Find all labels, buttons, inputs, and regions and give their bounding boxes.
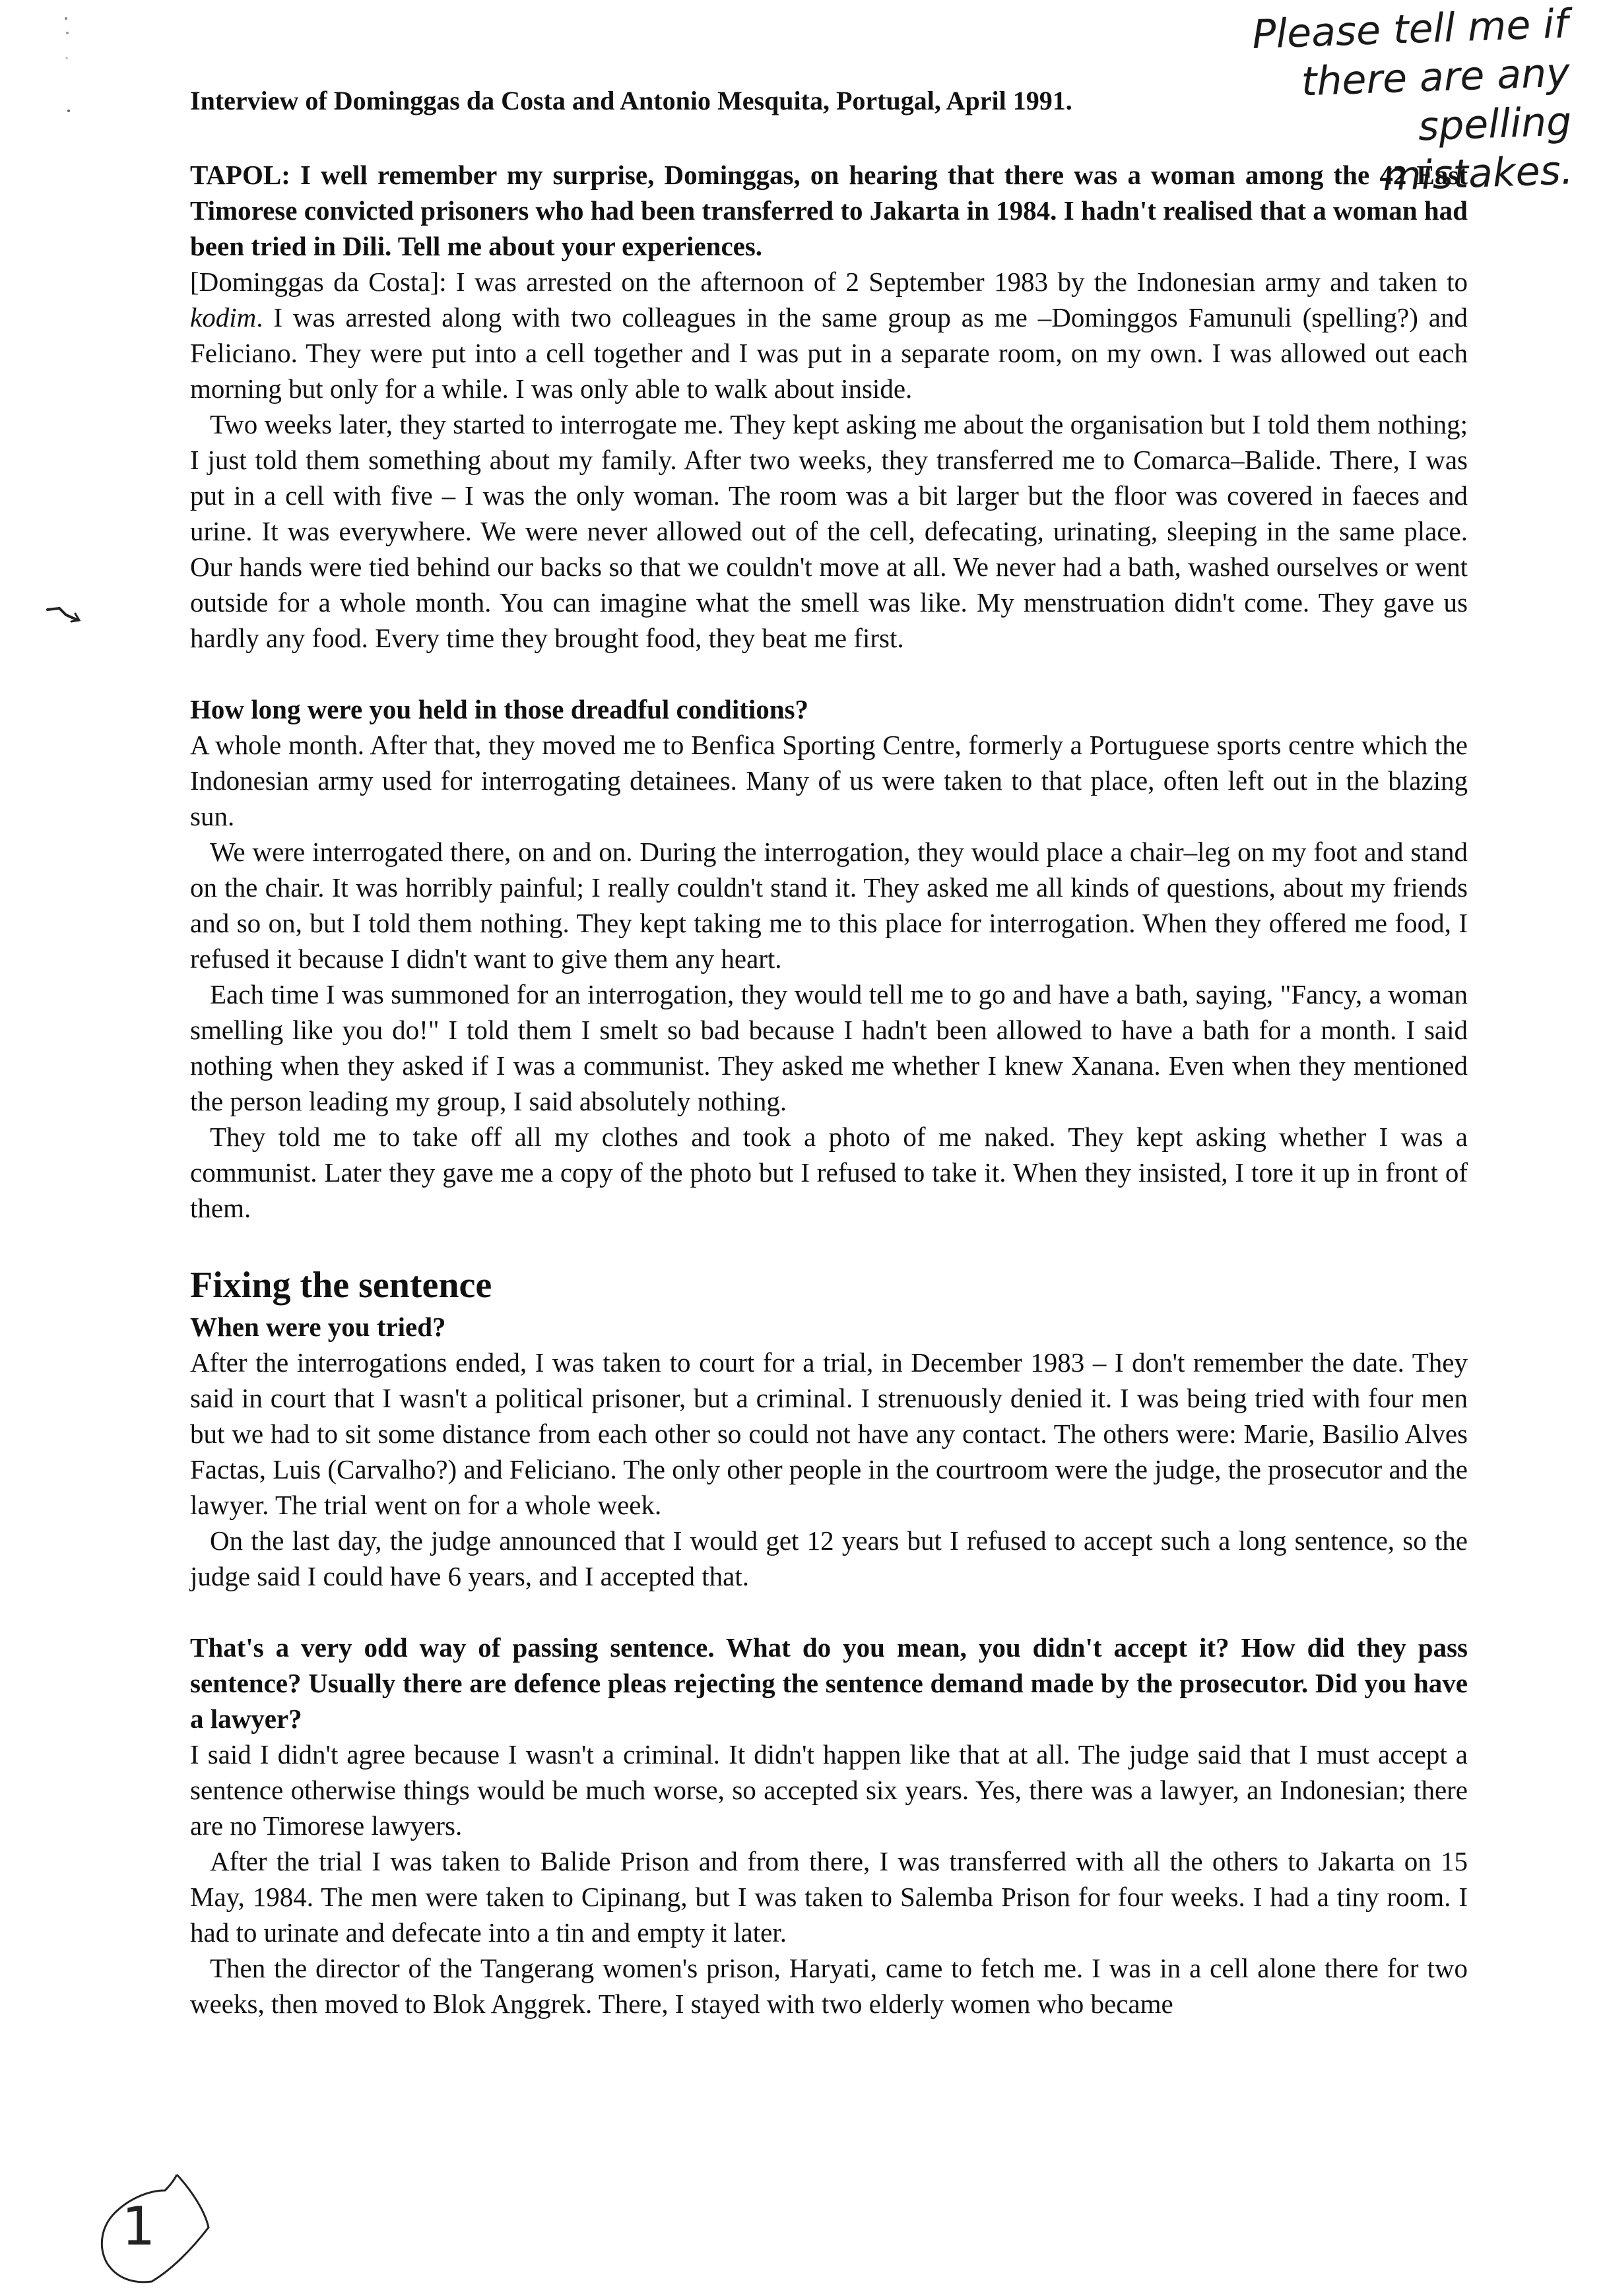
answer-transfer: After the trial I was taken to Balide Prison and from there, I was transferred with all the others to Jakarta on 15 May, 1984. The men were taken to Cipinang, but I was taken to Salemba Prison for four weeks. I had a tiny room. I had to urinate and defecate into a tin and empty it later. — [190, 1846, 1468, 1948]
answer-arrest-part1: [Dominggas da Costa]: I was arrested on the afternoon of 2 September 1983 by the Indonesian army and taken to — [190, 267, 1468, 297]
question-conditions: How long were you held in those dreadful conditions? — [190, 694, 809, 724]
answer-arrest — [190, 264, 1468, 406]
interview-title: Interview of Dominggas da Costa and Antonio Mesquita, Portugal, April 1991. — [190, 86, 1072, 115]
answer-chair: We were interrogated there, on and on. During the interrogation, they would place a chair–leg on my foot and stand on the chair. It was horribly painful; I really couldn't stand it. They asked me all kinds of questions, about my friends and so on, but I told them nothing. They kept taking me to this place for interrogation. When they offered me food, I refused it because I didn't want to give them any heart. — [190, 837, 1468, 974]
section-heading: Fixing the sentence — [190, 1265, 492, 1306]
page-number-text: 1 — [121, 2196, 156, 2257]
answer-arrest-part2: . I was arrested along with two colleagues in the same group as me –Dominggos Famunuli (spelling?) and Feliciano. They were put into a cell together and I was put in a separate room, on my own. I was allowed out each morning but only for a while. I was only able to walk about inside. — [190, 302, 1468, 404]
scan-specks — [40, 12, 79, 117]
interview-body — [190, 157, 1468, 2022]
answer-lawyer: I said I didn't agree because I wasn't a criminal. It didn't happen like that at all. The judge said that I must accept a sentence otherwise things would be much worse, so accepted six years. Yes, there was a lawyer, an Indonesian; there are no Timorese lawyers. — [190, 1739, 1468, 1841]
answer-arrest-italic: kodim — [190, 302, 257, 333]
margin-arrow-mark — [45, 606, 84, 625]
page-number — [92, 2171, 224, 2296]
tapol-question-intro: TAPOL: I well remember my surprise, Dominggas, on hearing that there was a woman among the 42 East Timorese convicted prisoners who had been transferred to Jakarta in 1984. I hadn't realised that a woman had been tried in Dili. Tell me about your experiences. — [190, 160, 1468, 261]
question-tried: When were you tried? — [190, 1312, 446, 1342]
answer-interrogation: Two weeks later, they started to interrogate me. They kept asking me about the organisation but I told them nothing; I just told them something about my family. After two weeks, they transferred me to Comarca–Balide. There, I was put in a cell with five – I was the only woman. The room was a bit larger but the floor was covered in faeces and urine. It was everywhere. We were never allowed out of the cell, defecating, urinating, sleeping in the same place. Our hands were tied behind our backs so that we couldn't move at all. We never had a bath, washed ourselves or went outside for a whole month. You can imagine what the smell was like. My menstruation didn't come. They gave us hardly any food. Every time they brought food, they beat me first. — [190, 409, 1468, 653]
answer-trial: After the interrogations ended, I was taken to court for a trial, in December 1983 – I don't remember the date. They said in court that I wasn't a political prisoner, but a criminal. I strenuously denied it. I was being tried with four men but we had to sit some distance from each other so could not have any contact. The others were: Marie, Basilio Alves Factas, Luis (Carvalho?) and Feliciano. The only other people in the courtroom were the judge, the prosecutor and the lawyer. The trial went on for a whole week. — [190, 1347, 1468, 1520]
answer-photo: They told me to take off all my clothes and took a photo of me naked. They kept asking whether I was a communist. Later they gave me a copy of the photo but I refused to take it. When they insisted, I tore it up in front of them. — [190, 1122, 1468, 1223]
answer-sentence: On the last day, the judge announced that I would get 12 years but I refused to accept such a long sentence, so the judge said I could have 6 years, and I accepted that. — [190, 1525, 1468, 1591]
answer-bath: Each time I was summoned for an interrogation, they would tell me to go and have a bath, saying, "Fancy, a woman smelling like you do!" I told them I smelt so bad because I hadn't been allowed to have a bath for a month. I said nothing when they asked if I was a communist. They asked me whether I knew Xanana. Even when they mentioned the person leading my group, I said absolutely nothing. — [190, 979, 1468, 1116]
handwritten-note: Please tell me if there are any spelling mistakes. — [1251, 1, 1574, 201]
question-sentence: That's a very odd way of passing sentence. What do you mean, you didn't accept it? How did they pass sentence? Usually there are defence pleas rejecting the sentence demand made by the prosecutor. Did you have a lawyer? — [190, 1632, 1468, 1734]
answer-benfica: A whole month. After that, they moved me to Benfica Sporting Centre, formerly a Portuguese sports centre which the Indonesian army used for interrogating detainees. Many of us were taken to that place, often left out in the blazing sun. — [190, 730, 1468, 831]
answer-tangerang: Then the director of the Tangerang women's prison, Haryati, came to fetch me. I was in a cell alone there for two weeks, then moved to Blok Anggrek. There, I stayed with two elderly women who became — [190, 1953, 1468, 2019]
